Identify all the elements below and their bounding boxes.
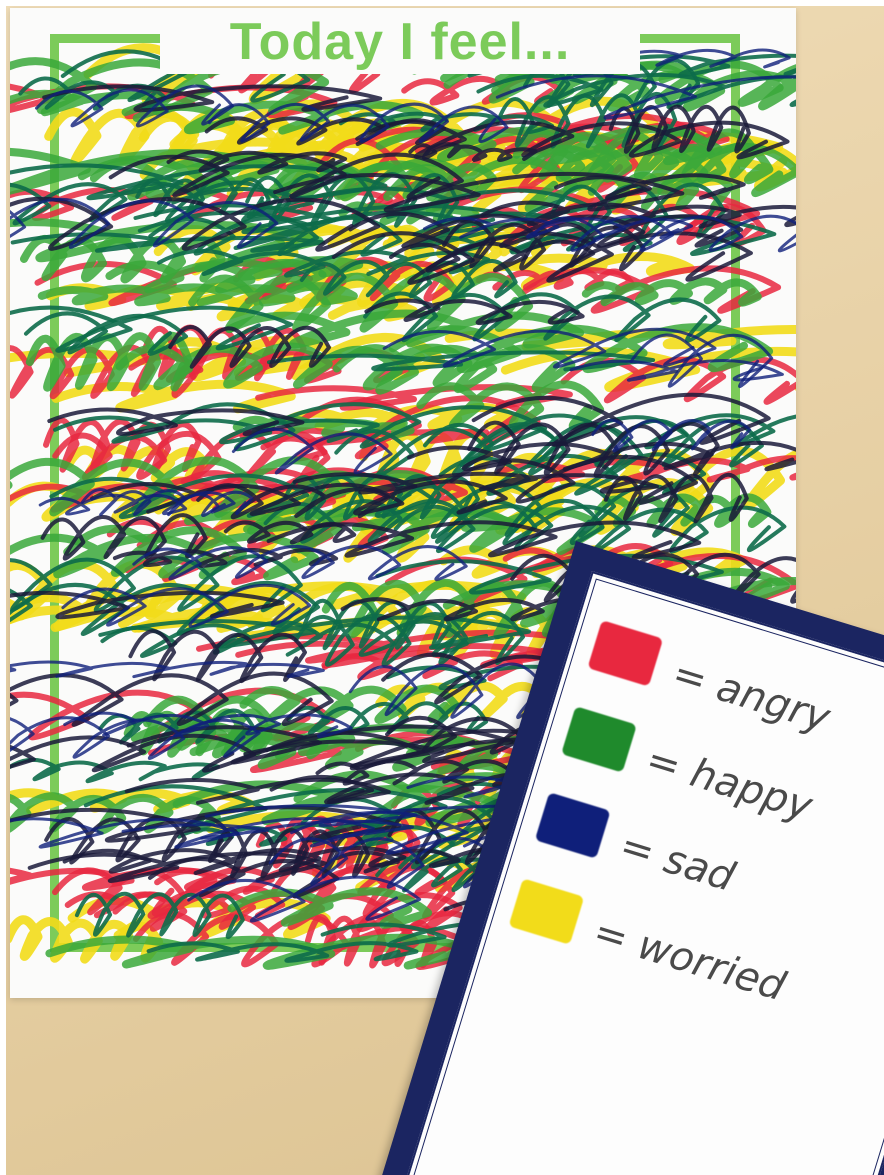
legend-label-happy: = happy	[640, 736, 818, 831]
red-swatch	[587, 620, 663, 687]
blue-swatch	[535, 792, 611, 859]
yellow-swatch	[508, 878, 584, 945]
worksheet-title: Today I feel...	[229, 13, 571, 71]
title-banner	[160, 10, 640, 74]
green-swatch	[561, 706, 637, 773]
legend-label-sad: = sad	[614, 822, 740, 901]
legend-label-worried: = worried	[588, 908, 791, 1011]
legend-label-angry: = angry	[667, 650, 836, 742]
photo	[6, 6, 884, 1175]
